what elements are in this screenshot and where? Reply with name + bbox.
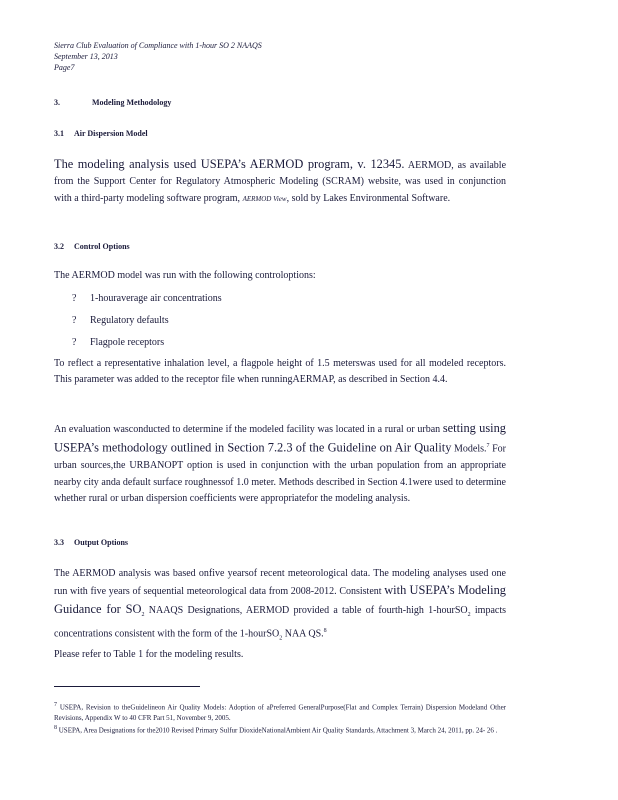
section-number: 3.2 bbox=[54, 242, 64, 251]
subscript: 2 bbox=[279, 635, 283, 642]
paragraph-text: AERMOD, as available from the Support Center for Regulatory Atmospheric Modeling (SCRAM) website, was used in conjunction with a third-party modeling software program, bbox=[54, 160, 507, 204]
footnote-text: USEPA, Area Designations for the2010 Revised Primary Sulfur DioxideNationalAmbient Air Quality Standards, Attachment 3, March 24, 2011, pp. 24- 26 . bbox=[58, 726, 498, 735]
paragraph-lead: with USEPA’s Modeling Guidance for SO bbox=[54, 583, 506, 616]
section-title: Output Options bbox=[74, 538, 129, 547]
list-item-text: Flagpole receptors bbox=[90, 337, 165, 348]
bullet-mark: ? bbox=[72, 337, 77, 348]
paragraph-text: NAAQS Designations, AERMOD provided a table of fourth-high 1-hourSO bbox=[144, 604, 468, 616]
paragraph-text: An evaluation wasconducted to determine if the modeled facility was located in a rural or urban bbox=[54, 424, 443, 435]
footnote-divider bbox=[54, 686, 200, 687]
header-title: Sierra Club Evaluation of Compliance with 1-hour SO 2 NAAQS bbox=[54, 41, 262, 50]
footnote-7 bbox=[54, 700, 506, 724]
paragraph-lead: The modeling analysis used USEPA’s AERMOD program, v. 12345. bbox=[54, 157, 405, 171]
table-reference-paragraph: Please refer to Table 1 for the modeling results. bbox=[54, 649, 244, 660]
subscript: 2 bbox=[141, 611, 145, 618]
paragraph-lead: setting using USEPA’s methodology outlined in Section 7.2.3 of the Guideline on Air Quality bbox=[54, 421, 506, 455]
section-title: Modeling Methodology bbox=[92, 98, 172, 107]
footnote-ref: 8 bbox=[323, 628, 327, 635]
header-date: September 13, 2013 bbox=[54, 52, 118, 61]
output-options-paragraph bbox=[54, 566, 506, 647]
section-title: Air Dispersion Model bbox=[74, 129, 148, 138]
paragraph-text: For urban sources,the URBANOPT option is used in conjunction with the urban population from an appropriate nearby city anda default surface roughnessof 1.0 meter. Methods described in Section 4.1were used to determine whether rural or urban dispersion coefficients were appropriatefor the modeling analysis. bbox=[54, 443, 506, 504]
section-3-2-intro: The AERMOD model was run with the following controloptions: bbox=[54, 270, 316, 281]
list-item bbox=[72, 315, 222, 337]
subscript: 2 bbox=[467, 611, 471, 618]
flagpole-paragraph: To reflect a representative inhalation level, a flagpole height of 1.5 meterswas used for all modeled receptors. This parameter was added to the receptor file when runningAERMAP, as described in Section 4.4. bbox=[54, 358, 506, 386]
section-3-3-heading bbox=[54, 538, 128, 547]
footnote-mark: 8 bbox=[54, 725, 57, 731]
footnote-8 bbox=[54, 723, 506, 736]
list-item-text: Regulatory defaults bbox=[90, 315, 169, 326]
footnote-mark: 7 bbox=[54, 702, 57, 708]
rural-urban-paragraph bbox=[54, 420, 506, 507]
section-3-2-heading bbox=[54, 242, 130, 251]
bullet-mark: ? bbox=[72, 315, 77, 326]
section-3-1-heading bbox=[54, 129, 148, 138]
control-options-list bbox=[72, 293, 222, 359]
section-3-heading bbox=[54, 98, 171, 107]
section-number: 3.1 bbox=[54, 129, 64, 138]
paragraph-text: impacts concentrations consistent with the form of the 1-hourSO bbox=[54, 604, 506, 640]
section-3-1-paragraph bbox=[54, 156, 506, 207]
list-item-text: 1-houraverage air concentrations bbox=[90, 293, 222, 304]
footnote-text: USEPA, Revision to theGuidelineon Air Quality Models: Adoption of aPreferred GeneralPurpose(Flat and Complex Terrain) Dispersion Modeland Other Revisions, Appendix W to 40 CFR Part 51, November 9, 2005. bbox=[54, 703, 507, 723]
section-title: Control Options bbox=[74, 242, 130, 251]
bullet-mark: ? bbox=[72, 293, 77, 304]
paragraph-text: Models. bbox=[451, 443, 487, 455]
paragraph-text: NAA QS. bbox=[282, 628, 324, 640]
section-number: 3. bbox=[54, 98, 60, 107]
section-number: 3.3 bbox=[54, 538, 64, 547]
footnote-ref: 7 bbox=[486, 443, 490, 450]
header-page-number: Page7 bbox=[54, 63, 75, 72]
paragraph-text: , sold by Lakes Environmental Software. bbox=[286, 192, 451, 204]
paragraph-text: The AERMOD analysis was based onfive yearsof recent meteorological data. The modeling analyses used one run with five years of sequential meteorological data from 2008-2012. Consistent bbox=[54, 568, 506, 598]
list-item bbox=[72, 293, 222, 315]
product-name: AERMOD View bbox=[242, 194, 287, 203]
